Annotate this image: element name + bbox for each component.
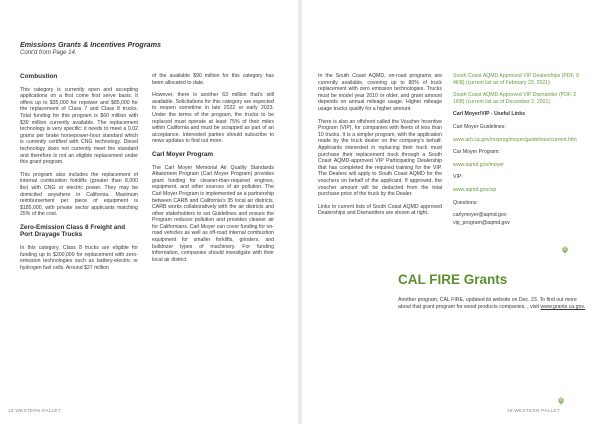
links-paragraph: Links to current lists of South Coast AQMD approved Dealerships and Dismantlers are shown at right.	[318, 203, 442, 217]
email-carl-moyer[interactable]: carlymoyer@aqmd.gov	[453, 212, 507, 219]
zero-emission-paragraph: In this category, Class 8 trucks are eligible for funding up to $200,000 for replacement with zero-emission technologies such as battery-electric or hydrogen fuel cells. Around $27 million	[20, 245, 138, 271]
left-column-2	[152, 73, 274, 269]
south-coast-paragraph: In the South Coast AQMD, on-road programs are currently available, covering up to 80% of truck replacement with zero emission technologies. Trucks must be model year 2010 or older, and grant amount depends on annual mileage usage. Higher mileage usage trucks qualify for a higher amount.	[318, 73, 442, 112]
cal-fire-title: CAL FIRE Grants	[398, 272, 508, 287]
allocation-paragraph: of the available $90 million for this category has been allocated to date.	[152, 73, 274, 86]
section-title: Emissions Grants & Incentives Programs	[20, 40, 162, 49]
right-page	[300, 0, 600, 424]
left-column-1	[20, 73, 138, 277]
cal-fire-text	[398, 297, 588, 311]
grants-link[interactable]: www.grants.ca.gov.	[540, 304, 586, 310]
carl-moyer-heading: Carl Moyer Program	[152, 150, 214, 158]
page-footer-right: 18 WESTERN PALLET	[507, 409, 560, 414]
combustion-paragraph-1: This category is currently open and accepting applications on a first come first serve basis. It offers up to $35,000 for repower and $85,000 for the replacement of Class 7 and Class 8 trucks. Total funding for this program is $60 million with $30 million currently available. The replacement technology is very specific: it needs to meet a 0.02 grams per brake horsepower-hour standard which is currently certified with CNG technology. Diesel technology does not currently meet the standard and therefore is not an eligible replacement under this grant program.	[20, 86, 138, 166]
carl-moyer-paragraph: The Carl Moyer Memorial Air Quality Standards Attainment Program (Carl Moyer Program) provides grant funding for cleaner-than-required engines, equipment, and other sources of air pollution. The Carl Moyer Program is implemented as a partnership between CARB and California's 35 local air districts. CARB works collaboratively with the air districts and other stakeholders to set Guidelines and ensure the Program reduces pollution and provides cleaner air for Californians. Carl Moyer can cover funding for on-road vehicles as well as off-road internal combustion equipment for smaller forklifts, grinders, and bulldozer types of machinery. For funding information, companies should investigate with their local air district.	[152, 164, 274, 263]
guidelines-label: Carl Moyer Guidelines:	[453, 123, 506, 130]
vip-dismantler-link[interactable]: South Coast AQMD Approved VIP Dismantler (PDF, 21KB) (current list as of December 2, 2021)	[453, 92, 577, 105]
program-label: Car Moyer Program:	[453, 149, 500, 156]
useful-links-heading: Carl Moyer/VIP - Useful Links	[453, 111, 525, 118]
vip-link[interactable]: www.aqmd.gov/vip	[453, 186, 497, 193]
solicitation-paragraph: However, there is another 63 million that's still available. Solicitations for this category are expected to reopen sometime in late 2022 or early 2023. Under the terms of the program, the trucks to be replaced must operate at least 75% of their miles within California and must be scrapped as part of an acceptance. Interested parties should subscribe to news updates to find out more.	[152, 92, 274, 145]
cal-fire-paragraph: Another program, CAL FIRE, updated its website on Dec. 23. To find out more about that grant program for wood products companies, , visit	[398, 297, 577, 310]
zero-emission-heading: Zero-Emission Class 8 Freight and Port Drayage Trucks	[20, 223, 126, 239]
email-vip-program[interactable]: vip_program@aqmd.gov	[453, 219, 510, 226]
guidelines-link[interactable]: www.arb.ca.gov/msprog/moyer/guidelines/current.htm	[453, 136, 577, 143]
program-link[interactable]: www.aqmd.gov/moyer	[453, 161, 505, 168]
right-column-2	[453, 73, 579, 232]
right-column-1	[318, 73, 442, 223]
questions-label: Questions:	[453, 199, 478, 206]
continued-note: Cont'd from Page 14.	[20, 50, 77, 56]
combustion-heading: Combustion	[20, 73, 58, 80]
combustion-paragraph-2: This program also includes the replacement of internal combustion forklifts (greater than 8,000 lbs) with CNG or electric power. They may be domiciled anywhere in California. Maximum reimbursement per piece of equipment is $185,000, with private sector applicants matching 25% of the cost.	[20, 171, 138, 218]
voucher-paragraph: There is also an offshoot called the Voucher Incentive Program (VIP), for companies with fleets of less than 10 trucks. It is a simpler program, with the application made by the truck dealer on the company's behalf. Applicants interested in replacing their truck must purchase their replacement truck through a South Coast AQMD-approved VIP Participating Dealership that has completed the required training for the VIP. The Dealers will apply to South Coast AQMD for the vouchers on behalf of the applicant. If approved, the voucher amount will be deducted from the total purchase price of the truck by the Dealer.	[318, 118, 442, 198]
vip-dealerships-link[interactable]: South Coast AQMD Approved VIP Dealerships (PDF, 94KB) (current list as of February 23, 2021)	[453, 73, 579, 86]
vip-label: VIP:	[453, 174, 463, 181]
page-footer-left: 18 WESTERN PALLET	[8, 409, 61, 414]
cactus-icon: ψ	[558, 396, 565, 405]
cactus-icon: ψ	[562, 245, 569, 254]
